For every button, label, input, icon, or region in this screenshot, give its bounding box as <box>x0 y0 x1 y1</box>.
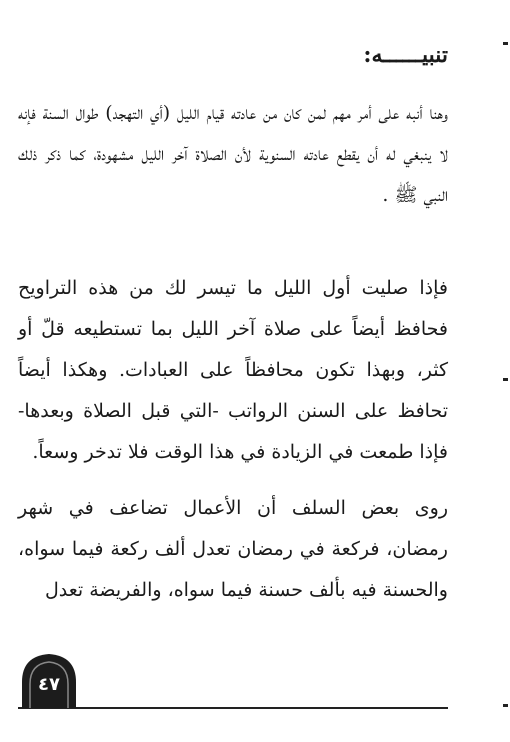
paragraph-1: وهنا أنبه على أمر مهم لمن كان من عادته قيام الليل (أي التهجد) طوال السنة فإنه لا ينبغي له أن يقطع عادته السنوية لأن الصلاة آخر الليل مشهودة، كما ذكر ذلك النبي ﷺ . <box>18 102 448 206</box>
paragraph-3: روى بعض السلف أن الأعمال تضاعف في شهر رمضان، فركعة في رمضان تعدل ألف ركعة فيما سواه، والحسنة فيه بألف حسنة فيما سواه، والفريضة تعدل <box>18 497 448 601</box>
paragraph-2: فإذا صليت أول الليل ما تيسر لك من هذه التراويح فحافظ أيضاً على صلاة آخر الليل بما تستطيعه قلّ أو كثر، وبهذا تكون محافظاً على العبادات. وهكذا أيضاً تحافظ على السنن الرواتب -التي قبل الصلاة وبعدها- فإذا طمعت في الزيادة في هذا الوقت فلا تدخر وسعاً. <box>18 277 448 463</box>
section-heading: تنبيــــــه: <box>363 42 448 68</box>
page-number: ٤٧ <box>38 674 60 695</box>
edge-mark <box>503 42 508 45</box>
edge-mark <box>503 378 508 381</box>
edge-mark <box>503 704 508 707</box>
footer-rule <box>18 707 448 709</box>
